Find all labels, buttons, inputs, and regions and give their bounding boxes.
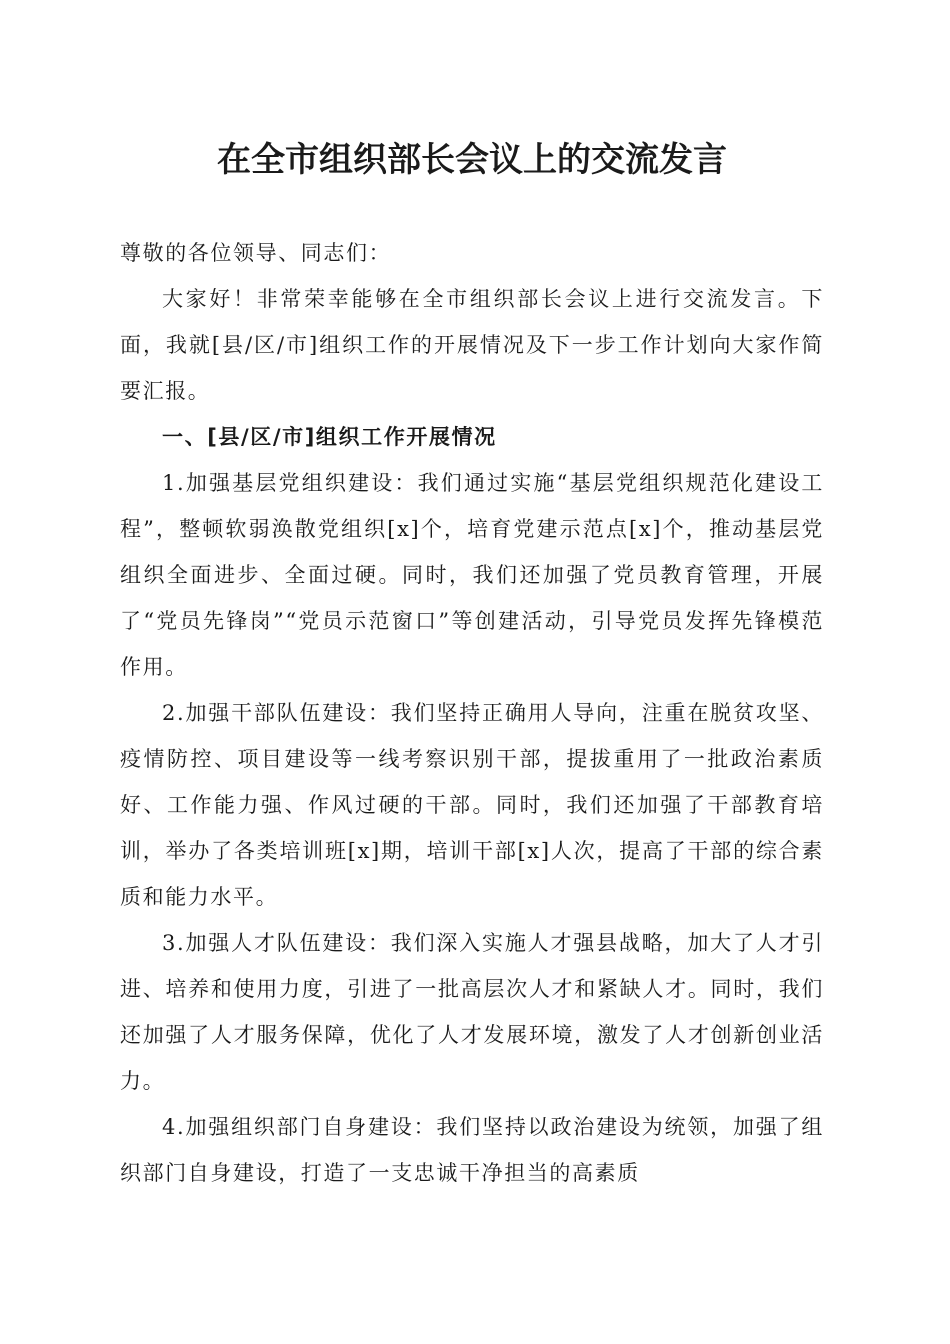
- list-item: 3.加强人才队伍建设：我们深入实施人才强县战略，加大了人才引进、培养和使用力度，引进了一批高层次人才和紧缺人才。同时，我们还加强了人才服务保障，优化了人才发展环境，激发了人才创新创业活力。: [120, 931, 824, 1093]
- document-title: 在全市组织部长会议上的交流发言: [217, 140, 727, 180]
- section-heading: 一、[县/区/市]组织工作开展情况: [162, 425, 497, 449]
- list-item: 1.加强基层党组织建设：我们通过实施“基层党组织规范化建设工程”，整顿软弱涣散党组织[x]个，培育党建示范点[x]个，推动基层党组织全面进步、全面过硬。同时，我们还加强了党员教育管理，开展了“党员先锋岗”“党员示范窗口”等创建活动，引导党员发挥先锋模范作用。: [120, 471, 824, 679]
- document-body: [120, 230, 824, 1196]
- list-item: 2.加强干部队伍建设：我们坚持正确用人导向，注重在脱贫攻坚、疫情防控、项目建设等一线考察识别干部，提拔重用了一批政治素质好、工作能力强、作风过硬的干部。同时，我们还加强了干部教育培训，举办了各类培训班[x]期，培训干部[x]人次，提高了干部的综合素质和能力水平。: [120, 701, 824, 909]
- intro-paragraph: 大家好！非常荣幸能够在全市组织部长会议上进行交流发言。下面，我就[县/区/市]组织工作的开展情况及下一步工作计划向大家作简要汇报。: [120, 287, 824, 403]
- list-item: 4.加强组织部门自身建设：我们坚持以政治建设为统领，加强了组织部门自身建设，打造了一支忠诚干净担当的高素质: [120, 1115, 824, 1185]
- salutation: 尊敬的各位领导、同志们：: [120, 241, 392, 265]
